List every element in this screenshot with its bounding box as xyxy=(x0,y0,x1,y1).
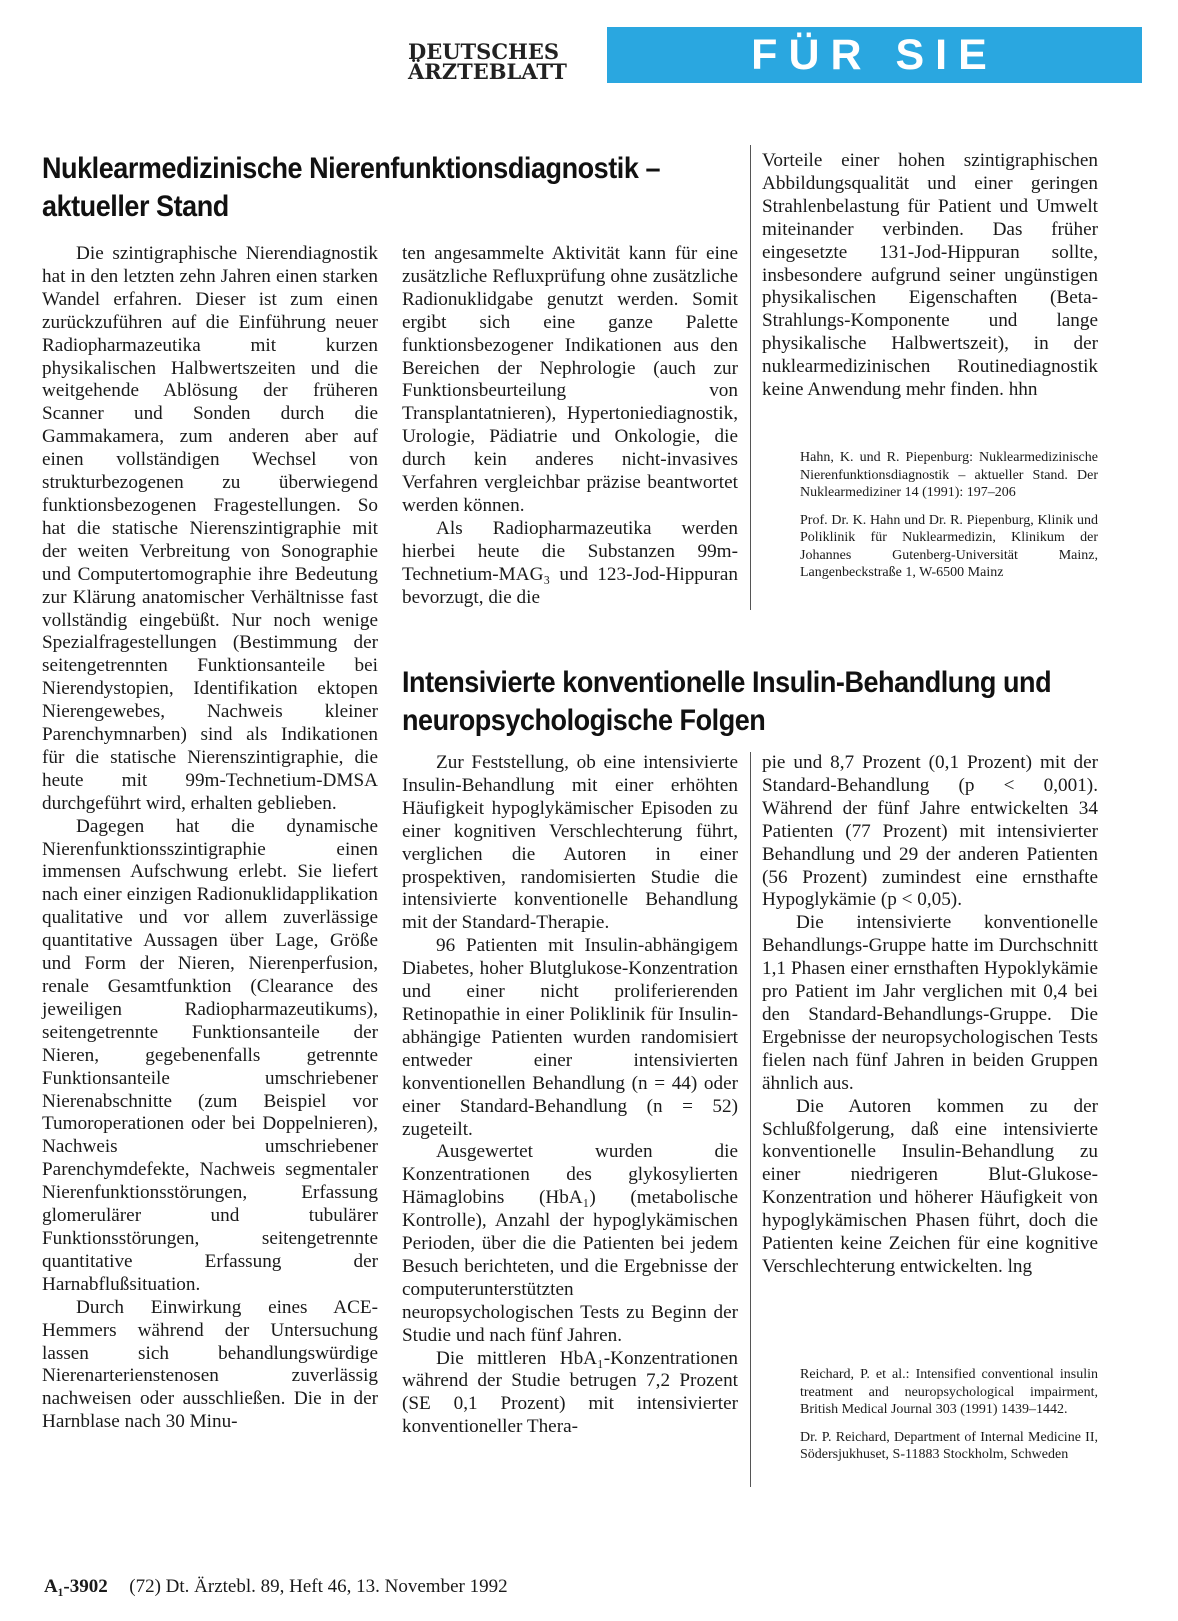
paragraph: Die Autoren kommen zu der Schlußfolgerung, daß eine intensivierte konventionelle Insulin-Behandlung zu einer niedrigeren Blut-Glukose-Konzentration und höherer Häufigkeit von hypoglykämischen Phasen führt, doch die Patienten keine Zeichen für eine kognitive Verschlechterung entwickelten. lng xyxy=(762,1095,1098,1277)
masthead-line-2: ÄRZTEBLATT xyxy=(408,59,567,84)
article-2-column-2 xyxy=(762,752,1098,1279)
masthead-logo xyxy=(408,39,588,84)
article-2-references xyxy=(800,1366,1098,1474)
citation: Hahn, K. und R. Piepenburg: Nuklearmedizinische Nierenfunktionsdiagnostik – aktueller Stand. Der Nuklearmediziner 14 (1991): 197–206 xyxy=(800,450,1098,500)
paragraph: Die intensivierte konventionelle Behandlungs-Gruppe hatte im Durchschnitt 1,1 Phasen einer ernsthaften Hypoklykämie pro Patient im Jahr verglichen mit 0,4 bei den Standard-Behandlungs-Gruppe. Die Ergebnisse der neuropsychologischen Tests fielen nach fünf Jahren in beiden Gruppen ähnlich aus. xyxy=(762,912,1098,1094)
paragraph: Die szintigraphische Nierendiagnostik hat in den letzten zehn Jahren einen starken Wandel erfahren. Dieser ist zum einen zurückzuführen auf die Einführung neuer Radiopharmazeutika mit kurzen physikalischen Halbwertszeiten und die weitgehende Ablösung der früheren Scanner und Sonden durch die Gammakamera, zum anderen aber auf einen vollständigen Wechsel von strukturbezogenen zu überwiegend funktionsbezogenen Fragestellungen. So hat die statische Nierenszintigraphie mit der weiten Verbreitung von Sonographie und Computertomographie ihre Bedeutung zur Klärung anatomischer Verhältnisse fast vollständig eingebüßt. Nur noch wenige Spezialfragestellungen (Bestimmung der seitengetrennten Funktionsanteile bei Nierendystopien, Identifikation ektopen Nierengewebes, Nachweis kleiner Parenchymnarben) sind als Indikationen für die statische Nierenszintigraphie, die heute mit 99m-Technetium-DMSA durchgeführt wird, erhalten geblieben. xyxy=(42,243,378,814)
column-divider xyxy=(750,752,751,1487)
paragraph: 96 Patienten mit Insulin-abhängigem Diabetes, hoher Blutglukose-Konzentration und einer nicht proliferierenden Retinopathie in einer Poliklinik für Insulin-abhängige Patienten wurden randomisiert entweder einer intensivierten konventionellen Behandlung (n = 44) oder einer Standard-Behandlung (n = 52) zugeteilt. xyxy=(402,935,738,1140)
article-1-column-2 xyxy=(402,243,738,610)
paragraph: ten angesammelte Aktivität kann für eine zusätzliche Refluxprüfung ohne zusätzliche Radionuklidgabe genutzt werden. Somit ergibt sich eine ganze Palette funktionsbezogener Indikationen aus den Bereichen der Nephrologie (auch zur Funktionsbeurteilung von Transplantatnieren), Hypertoniediagnostik, Urologie, Pädiatrie und Onkologie, die durch kein anderes nicht-invasives Verfahren vergleichbar präzise beantwortet werden können. xyxy=(402,243,738,516)
paragraph: Zur Feststellung, ob eine intensivierte Insulin-Behandlung mit einer erhöhten Häufigkeit hypoglykämischer Episoden zu einer kognitiven Verschlechterung führt, verglichen die Autoren in einer prospektiven, randomisierten Studie die intensivierte konventionelle Behandlung mit der Standard-Therapie. xyxy=(402,752,738,934)
article-1-column-3 xyxy=(762,150,1098,402)
paragraph: Vorteile einer hohen szintigraphischen Abbildungsqualität und einer geringen Strahlenbelastung für Patient und Umwelt miteinander verbinden. Das früher eingesetzte 131-Jod-Hippuran sollte, insbesondere aufgrund seiner ungünstigen physikalischen Eigenschaften (Beta-Strahlungs-Komponente und lange physikalische Halbwertszeit), in der nuklearmedizinischen Routinediagnostik keine Anwendung mehr finden. hhn xyxy=(762,150,1098,401)
paragraph: pie und 8,7 Prozent (0,1 Prozent) mit der Standard-Behandlung (p < 0,001). Während der fünf Jahre entwickelten 34 Patienten (77 Prozent) mit intensivierter Behandlung und 29 der anderen Patienten (56 Prozent) zumindest eine ernsthafte Hypoglykämie (p < 0,05). xyxy=(762,752,1098,911)
paragraph: Dagegen hat die dynamische Nierenfunktionsszintigraphie einen immensen Aufschwung erlebt. Sie liefert nach einer einzigen Radionuklidapplikation qualitative und vor allem zuverlässige quantitative Aussagen über Lage, Größe und Form der Nieren, Nierenperfusion, renale Gesamtfunktion (Clearance des jeweiligen Radiopharmazeutikums), seitengetrennte Funktionsanteile der Nieren, gegebenenfalls getrennte Funktionsanteile umschriebener Nierenabschnitte (zum Beispiel vor Tumoroperationen oder bei Doppelnieren), Nachweis umschriebener Parenchymdefekte, Nachweis segmentaler Nierenfunktionsstörungen, Erfassung glomerulärer und tubulärer Funktionsstörungen, seitengetrennte quantitative Erfassung der Harnabflußsituation. xyxy=(42,815,378,1295)
paragraph: Die mittleren HbA₁-Konzentrationen während der Studie betrugen 7,2 Prozent (SE 0,1 Prozent) mit intensivierter konventioneller Thera- xyxy=(402,1347,738,1438)
page-code: A₁-3902 xyxy=(44,1576,108,1597)
article-1-headline: Nuklearmedizinische Nierenfunktionsdiagnostik – aktueller Stand xyxy=(42,152,661,223)
issue-info: (72) Dt. Ärztebl. 89, Heft 46, 13. November 1992 xyxy=(129,1576,508,1597)
article-1-references xyxy=(800,449,1098,592)
paragraph: Durch Einwirkung eines ACE-Hemmers während der Untersuchung lassen sich behandlungswürdige Nierenarterienstenosen zuverlässig nachweisen oder ausschließen. Die in der Harnblase nach 30 Minu- xyxy=(42,1296,378,1433)
article-2-headline: Intensivierte konventionelle Insulin-Behandlung und neuropsychologische Folgen xyxy=(402,666,1052,737)
author-address: Prof. Dr. K. Hahn und Dr. R. Piepenburg, Klinik und Poliklinik für Nuklearmedizin, Klinikum der Johannes Gutenberg-Universität Mainz, Langenbeckstraße 1, W-6500 Mainz xyxy=(800,512,1098,580)
paragraph: Als Radiopharmazeutika werden hierbei heute die Substanzen 99m-Technetium-MAG₃ und 123-Jod-Hippuran bevorzugt, die die xyxy=(402,517,738,608)
section-banner: FÜR SIE REFERIERT xyxy=(607,27,1142,83)
article-1-column-1 xyxy=(42,243,378,1434)
masthead-line-1: DEUTSCHES xyxy=(408,39,560,64)
page-footer xyxy=(44,1576,508,1598)
article-2-column-1 xyxy=(402,752,738,1439)
citation: Reichard, P. et al.: Intensified conventional insulin treatment and neuropsychological impairment, British Medical Journal 303 (1991) 1439–1442. xyxy=(800,1367,1098,1417)
column-divider xyxy=(750,145,751,610)
paragraph: Ausgewertet wurden die Konzentrationen des glykosylierten Hämaglobins (HbA₁) (metabolische Kontrolle), Anzahl der hypoglykämischen Perioden, über die die Patienten bei jedem Besuch berichteten, und die Ergebnisse der computerunterstützten neuropsychologischen Tests zu Beginn der Studie und nach fünf Jahren. xyxy=(402,1141,738,1346)
author-address: Dr. P. Reichard, Department of Internal Medicine II, Södersjukhuset, S-11883 Stockholm, Schweden xyxy=(800,1429,1098,1462)
